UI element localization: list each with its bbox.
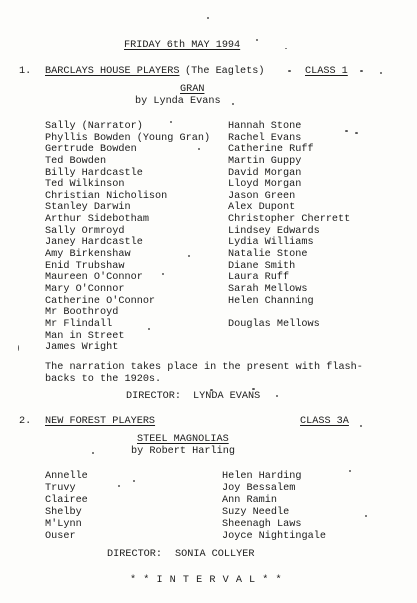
entry-1-roles: [45, 121, 210, 354]
scan-speck: [92, 452, 94, 454]
entry-1-play-title: GRAN: [180, 84, 205, 95]
date-heading: FRIDAY 6th MAY 1994: [124, 40, 241, 51]
cast-actor: Ann Ramin: [222, 495, 278, 507]
cast-actor: Catherine Ruff: [228, 144, 314, 156]
scan-speck: [198, 148, 200, 150]
cast-actor: Laura Ruff: [228, 272, 290, 284]
entry-2-play-title: STEEL MAGNOLIAS: [137, 434, 229, 445]
cast-role: Janey Hardcastle: [45, 237, 143, 249]
cast-role: Mr Flindall: [45, 318, 113, 330]
cast-role: M'Lynn: [45, 519, 82, 531]
entry-2-company: NEW FOREST PLAYERS: [45, 416, 156, 427]
cast-role: Ted Wilkinson: [45, 179, 125, 191]
cast-actor: Helen Harding: [222, 471, 302, 482]
entry-2-class: CLASS 3A: [300, 416, 349, 427]
cast-role: Truvy: [45, 483, 76, 495]
cast-role: Annelle: [45, 471, 88, 482]
scan-speck: [207, 17, 209, 19]
cast-actor: Diane Smith: [228, 260, 296, 272]
cast-role: James Wright: [45, 342, 119, 354]
cast-actor: Lloyd Morgan: [228, 179, 302, 191]
cast-role: Arthur Sidebotham: [45, 214, 149, 226]
cast-role: Gertrude Bowden: [45, 144, 137, 156]
entry-1-note-line-2: backs to the 1920s.: [45, 374, 162, 385]
scan-speck: [276, 395, 278, 397]
entry-1-director-label: DIRECTOR:: [126, 391, 182, 402]
cast-role: Mary O'Connor: [45, 283, 125, 295]
cast-role: Amy Birkenshaw: [45, 249, 131, 261]
scan-speck: [360, 70, 363, 72]
interval-heading: * * I N T E R V A L * *: [130, 575, 283, 586]
cast-role: Christian Nicholison: [45, 190, 168, 202]
entry-1-company-note: (The Eaglets): [185, 66, 265, 77]
cast-actor: Christopher Cherrett: [228, 214, 351, 226]
cast-actor: David Morgan: [228, 167, 302, 179]
entry-2-director-label: DIRECTOR:: [107, 549, 163, 560]
scan-speck: [232, 103, 234, 105]
scan-speck: [18, 345, 19, 351]
cast-role: Sally Ormroyd: [45, 225, 125, 237]
cast-actor: Joy Bessalem: [222, 483, 296, 495]
cast-role: Enid Trubshaw: [45, 260, 125, 272]
entry-1-director-name: LYNDA EVANS: [193, 391, 261, 402]
cast-actor: Sheenagh Laws: [222, 519, 302, 531]
cast-role: Ouser: [45, 531, 76, 543]
cast-actor: Helen Channing: [228, 295, 314, 307]
cast-role: Catherine O'Connor: [45, 295, 156, 307]
scan-speck: [288, 70, 291, 72]
cast-role: Shelby: [45, 507, 82, 519]
entry-2-director-name: SONIA COLLYER: [175, 549, 255, 560]
cast-role: Ted Bowden: [45, 155, 107, 167]
scan-speck: [252, 388, 255, 390]
scan-speck: [345, 130, 348, 132]
cast-actor: Natalie Stone: [228, 249, 308, 261]
scan-speck: [256, 39, 258, 41]
cast-role: Man in Street: [45, 330, 125, 342]
entry-1-note-line-1: The narration takes place in the present with flash-: [45, 362, 363, 373]
entry-2-author: by Robert Harling: [131, 446, 235, 457]
scan-speck: [170, 121, 172, 123]
scan-speck: [188, 255, 190, 257]
scan-speck: [365, 515, 367, 517]
entry-1-company: BARCLAYS HOUSE PLAYERS: [45, 66, 180, 77]
cast-actor: Lydia Williams: [228, 237, 314, 249]
cast-role: Phyllis Bowden (Young Gran): [45, 132, 211, 144]
cast-actor: Rachel Evans: [228, 132, 302, 144]
cast-role: Sally (Narrator): [45, 121, 143, 132]
entry-2-actors: [222, 471, 326, 544]
entry-1-number: 1.: [19, 66, 32, 77]
cast-actor: [228, 342, 350, 354]
scan-speck: [133, 480, 135, 482]
cast-actor: Martin Guppy: [228, 155, 302, 167]
cast-role: Clairee: [45, 495, 88, 507]
scan-speck: [210, 389, 213, 391]
cast-actor: Lindsey Edwards: [228, 225, 320, 237]
cast-actor: Jason Green: [228, 190, 296, 202]
scan-speck: [380, 72, 382, 74]
cast-role: Mr Boothroyd: [45, 307, 119, 319]
scan-speck: [360, 425, 362, 427]
cast-actor: Alex Dupont: [228, 202, 296, 214]
scan-speck: [118, 485, 120, 487]
scan-speck: [355, 132, 358, 134]
scan-speck: [162, 273, 164, 275]
entry-2-roles: [45, 471, 88, 544]
entry-2-number: 2.: [19, 416, 32, 427]
entry-1-actors: [228, 121, 350, 354]
cast-role: Stanley Darwin: [45, 202, 131, 214]
cast-actor: Hannah Stone: [228, 121, 302, 132]
cast-actor: Sarah Mellows: [228, 283, 308, 295]
cast-actor: Joyce Nightingale: [222, 531, 326, 543]
cast-role: Billy Hardcastle: [45, 167, 143, 179]
cast-actor: [228, 331, 350, 343]
cast-actor: Suzy Needle: [222, 507, 290, 519]
scan-speck: [349, 470, 351, 472]
entry-1-author: by Lynda Evans: [135, 96, 221, 107]
cast-role: Maureen O'Connor: [45, 272, 143, 284]
entry-1-class: CLASS 1: [305, 66, 348, 77]
scan-speck: [285, 48, 287, 49]
cast-actor: [228, 307, 350, 319]
scan-speck: [148, 328, 150, 330]
cast-actor: Douglas Mellows: [228, 318, 320, 330]
